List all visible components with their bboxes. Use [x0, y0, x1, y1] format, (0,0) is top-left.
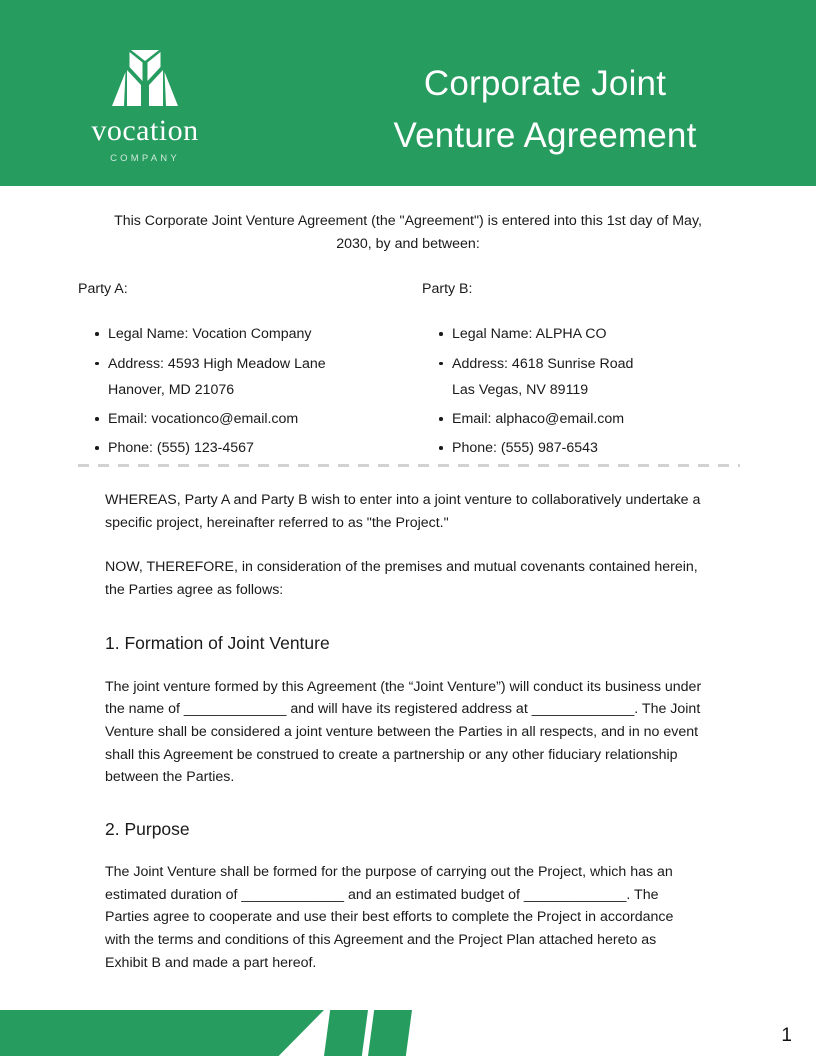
whereas-paragraph: WHEREAS, Party A and Party B wish to enter into a joint venture to collaboratively undertake a specific project, hereinafter referred to as "the Project."	[105, 492, 701, 531]
footer-stripe-1	[324, 1010, 368, 1056]
now-therefore-paragraph: NOW, THEREFORE, in consideration of the premises and mutual covenants contained herein, the Parties agree as follows:	[105, 559, 698, 598]
document-header	[0, 0, 816, 186]
vocation-m-logo-icon	[105, 48, 185, 110]
party-a-label: Party A:	[78, 281, 128, 297]
title-line-2: Venture Agreement	[393, 115, 697, 155]
title-line-1: Corporate Joint	[423, 64, 667, 103]
list-item: Las Vegas, NV 89119	[452, 381, 589, 398]
party-a-block	[78, 279, 408, 466]
section-2-paragraph: The Joint Venture shall be formed for the purpose of carrying out the Project, which has an estimated duration of _____________ and an estimated budget of _____________. The Parties agree to cooperate and use their best efforts to complete the Project in accordance with the terms and conditions of this Agreement and the Project Plan attached hereto as Exhibit B and made a part hereof.	[105, 864, 674, 971]
intro-line-2: 1st day of May, 2030, by and between:	[336, 213, 702, 252]
list-item: Hanover, MD 21076	[108, 381, 235, 398]
list-item: Legal Name: ALPHA CO	[452, 322, 752, 347]
section-1-heading: 1. Formation of Joint Venture	[105, 633, 330, 654]
parties-section	[0, 279, 816, 459]
party-a-details-list	[78, 322, 408, 461]
footer-stripe-2	[368, 1010, 412, 1056]
list-item: Phone: (555) 987-6543	[452, 436, 752, 461]
section-1-paragraph: The joint venture formed by this Agreement (the “Joint Venture”) will conduct its business under the name of _____________ and will have its registered address at _____________. The Joint Venture shall be considered a joint venture between the Parties in all respects, and in no event shall this Agreement be construed to create a partnership or any other fiduciary relationship between the Parties.	[105, 678, 702, 786]
document-footer	[0, 1010, 816, 1056]
footer-bar-main	[0, 1010, 324, 1056]
logo-wordmark: vocation	[91, 114, 199, 147]
logo-subtitle: COMPANY	[110, 153, 180, 164]
list-item: Email: vocationco@email.com	[108, 407, 408, 432]
company-logo	[78, 48, 212, 164]
list-item: Phone: (555) 123-4567	[108, 436, 408, 461]
intro-line-1: This Corporate Joint Venture Agreement (the "Agreement") is entered into this	[114, 213, 603, 229]
list-item: Address: 4593 High Meadow Lane	[108, 352, 408, 377]
list-item: Address: 4618 Sunrise Road	[452, 352, 752, 377]
party-b-label: Party B:	[422, 281, 473, 297]
page-number: 1	[781, 1025, 792, 1046]
dashed-divider	[78, 464, 740, 467]
document-body	[105, 489, 702, 998]
party-b-details-list	[422, 322, 752, 461]
list-item: Legal Name: Vocation Company	[108, 322, 408, 347]
document-title	[300, 58, 790, 162]
list-item: Email: alphaco@email.com	[452, 407, 752, 432]
agreement-intro	[108, 210, 708, 256]
party-b-block	[422, 279, 752, 466]
section-2-heading: 2. Purpose	[105, 818, 190, 839]
